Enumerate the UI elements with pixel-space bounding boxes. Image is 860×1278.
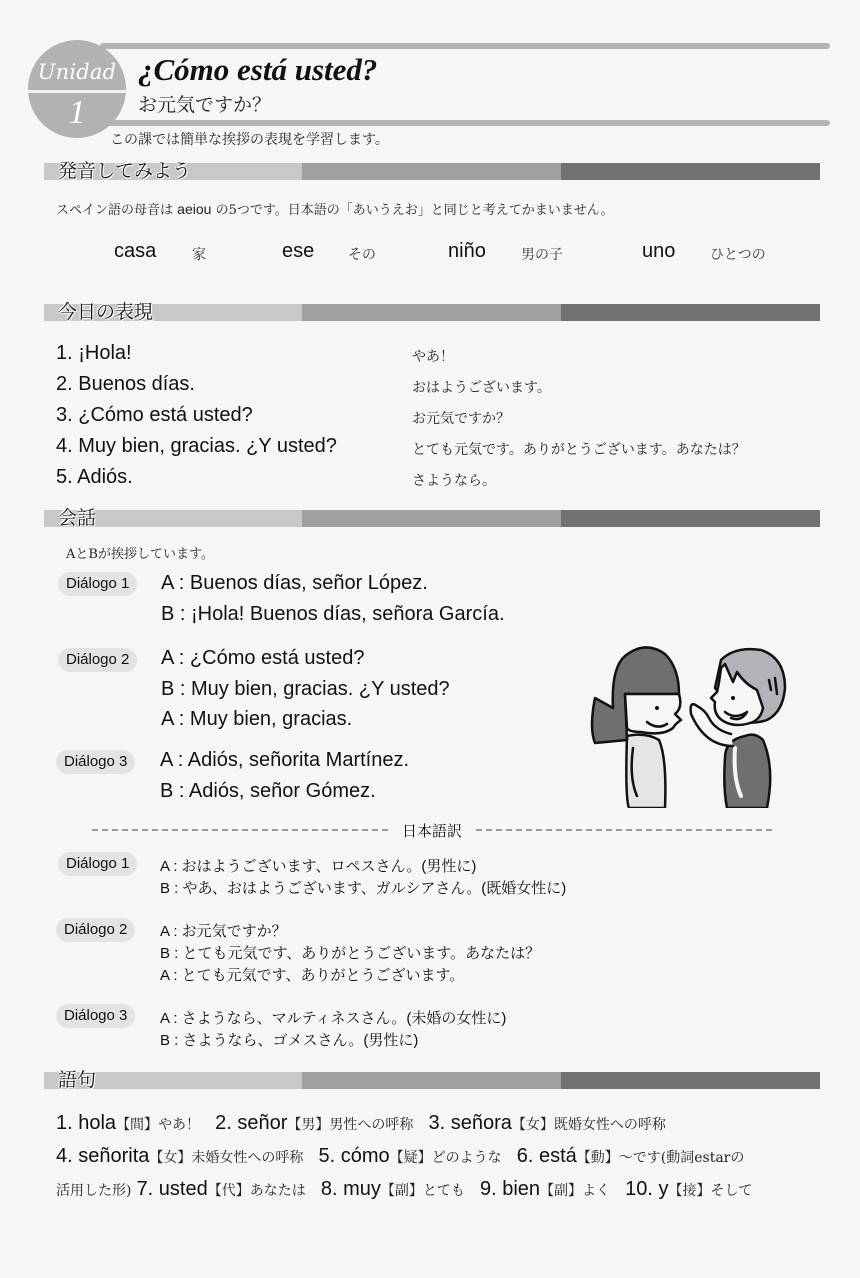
- vocab-def: よく: [582, 1183, 611, 1199]
- expression-es: 5. Adiós.: [56, 466, 133, 488]
- vocabulary-line: [56, 1173, 836, 1206]
- expression-es: 3. ¿Cómo está usted?: [56, 404, 253, 426]
- vocab-def-continuation: 活用した形): [56, 1183, 132, 1199]
- conversation-intro: AとBが挨拶しています。: [66, 547, 214, 562]
- dialogue-line: A : Adiós, señorita Martínez.: [160, 749, 410, 771]
- example-word: uno: [642, 240, 676, 262]
- example-word-translation: 家: [192, 247, 206, 263]
- expression-ja: お元気ですか？: [412, 411, 510, 427]
- section-heading: 語句: [58, 1069, 97, 1091]
- expression-item: [56, 466, 816, 497]
- expression-es: 2. Buenos días.: [56, 373, 195, 395]
- vocab-def: そして: [710, 1183, 753, 1199]
- vocab-def: やあ！: [158, 1117, 201, 1133]
- section-heading: 発音してみよう: [58, 160, 192, 182]
- translation-heading: 日本語訳: [402, 821, 463, 840]
- translation-line: B : とても元気です、ありがとうございます。あなたは？: [160, 945, 541, 962]
- greeting-people-illustration: [585, 628, 795, 808]
- page-subtitle: お元気ですか？: [138, 94, 272, 116]
- section-bar-conversation: [44, 507, 820, 529]
- translation-line: B : さようなら、ゴメスさん。(男性に): [160, 1032, 419, 1049]
- translation-divider: [92, 820, 772, 840]
- expression-es: 4. Muy bien, gracias. ¿Y usted?: [56, 435, 337, 457]
- vocab-pos: 【副】: [540, 1183, 583, 1199]
- pronunciation-text-after: の5つです。日本語の「あいうえお」と同じと考えてかまいません。: [215, 203, 614, 218]
- dialogue-line: A : Buenos días, señor López.: [161, 572, 428, 594]
- vocab-pos: 【接】: [668, 1183, 711, 1199]
- vocab-word: 4. señorita: [56, 1145, 150, 1167]
- example-word-translation: その: [348, 247, 376, 263]
- unit-badge-divider: [28, 90, 126, 93]
- example-word: niño: [448, 240, 486, 262]
- vocab-word: 5. cómo: [318, 1145, 390, 1167]
- translation-line: B : やあ、おはようございます、ガルシアさん。(既婚女性に): [160, 880, 567, 897]
- dialogue-line: B : Muy bien, gracias. ¿Y usted?: [161, 678, 450, 700]
- vocab-pos: 【間】: [116, 1117, 159, 1133]
- expressions-list: [56, 342, 816, 497]
- dashed-rule: [476, 829, 772, 831]
- translation-line: A : お元気ですか？: [160, 923, 287, 940]
- vocabulary-list: [56, 1107, 836, 1206]
- translation-line: A : さようなら、マルティネスさん。(未婚の女性に): [160, 1010, 507, 1027]
- section-heading: 今日の表現: [58, 301, 154, 323]
- vowels: aeiou: [177, 201, 212, 217]
- vocab-pos: 【動】: [576, 1150, 619, 1166]
- vocab-word: 3. señora: [428, 1112, 512, 1134]
- example-word: ese: [282, 240, 315, 262]
- expression-ja: さようなら。: [412, 473, 496, 489]
- expression-item: [56, 404, 816, 435]
- vocab-pos: 【女】: [511, 1117, 554, 1133]
- expression-item: [56, 342, 816, 373]
- page-title: ¿Cómo está usted?: [138, 52, 378, 87]
- boy-figure-icon: [691, 649, 785, 808]
- vocab-def: とても: [422, 1183, 465, 1199]
- vocab-word: 9. bien: [479, 1178, 541, 1200]
- vocab-def: あなたは: [249, 1183, 306, 1199]
- expression-ja: おはようございます。: [412, 380, 551, 396]
- pronunciation-text-before: スペイン語の母音は: [56, 203, 174, 218]
- lesson-intro: この課では簡単な挨拶の表現を学習します。: [110, 132, 389, 148]
- vocabulary-line: [56, 1140, 836, 1173]
- vocabulary-line: [56, 1107, 836, 1140]
- example-word-translation: ひとつの: [710, 247, 766, 263]
- dialogue-label: Diálogo 3: [56, 1004, 135, 1028]
- dialogue-label: Diálogo 1: [58, 572, 137, 596]
- dialogue-label: Diálogo 1: [58, 852, 137, 876]
- example-word: casa: [114, 240, 157, 262]
- vocab-def: 男性への呼称: [329, 1117, 414, 1133]
- unit-badge: [28, 40, 126, 138]
- vocab-word: 1. hola: [56, 1112, 117, 1134]
- dialogue-label: Diálogo 3: [56, 750, 135, 774]
- vocab-pos: 【疑】: [389, 1150, 432, 1166]
- dialogue-line: A : ¿Cómo está usted?: [161, 647, 365, 669]
- example-word-translation: 男の子: [521, 247, 563, 263]
- vocab-pos: 【副】: [380, 1183, 423, 1199]
- translation-line: A : おはようございます、ロペスさん。(男性に): [160, 858, 477, 875]
- vocab-pos: 【代】: [207, 1183, 250, 1199]
- vocab-word: 8. muy: [320, 1178, 381, 1200]
- dialogue-line: A : Muy bien, gracias.: [161, 708, 353, 730]
- vocab-def: どのような: [431, 1150, 502, 1166]
- dialogue-line: B : ¡Hola! Buenos días, señora García.: [161, 603, 505, 625]
- dialogue-label: Diálogo 2: [56, 918, 135, 942]
- translation-line: A : とても元気です、ありがとうございます。: [160, 967, 465, 984]
- vocab-pos: 【女】: [149, 1150, 192, 1166]
- expression-ja: やあ！: [412, 349, 454, 365]
- vocab-word: 6. está: [516, 1145, 577, 1167]
- vocab-word: 2. señor: [215, 1112, 288, 1134]
- pronunciation-text: [56, 199, 614, 218]
- section-bar-pronunciation: [44, 160, 820, 182]
- example-words: [0, 240, 860, 268]
- header-bottom-rule: [100, 120, 830, 126]
- section-heading: 会話: [58, 507, 97, 529]
- vocab-def: 未婚女性への呼称: [191, 1150, 304, 1166]
- unit-label: Unidad: [37, 60, 117, 84]
- vocab-pos: 【男】: [287, 1117, 330, 1133]
- vocab-def: 既婚女性への呼称: [553, 1117, 666, 1133]
- dialogue-line: B : Adiós, señor Gómez.: [160, 780, 376, 802]
- dashed-rule: [92, 829, 388, 831]
- expression-item: [56, 373, 816, 404]
- header-top-rule: [100, 43, 830, 49]
- expression-item: [56, 435, 816, 466]
- dialogue-label: Diálogo 2: [58, 648, 137, 672]
- section-bar-vocabulary: [44, 1069, 820, 1091]
- expression-ja: とても元気です。ありがとうございます。あなたは？: [412, 442, 746, 458]
- vocab-word: 7. usted: [136, 1178, 208, 1200]
- vocab-def: ～です(動詞estarの: [618, 1150, 745, 1166]
- vocab-word: 10. y: [625, 1178, 669, 1200]
- expression-es: 1. ¡Hola!: [56, 342, 132, 364]
- unit-number: 1: [68, 94, 86, 131]
- girl-figure-icon: [592, 647, 681, 808]
- section-bar-expressions: [44, 301, 820, 323]
